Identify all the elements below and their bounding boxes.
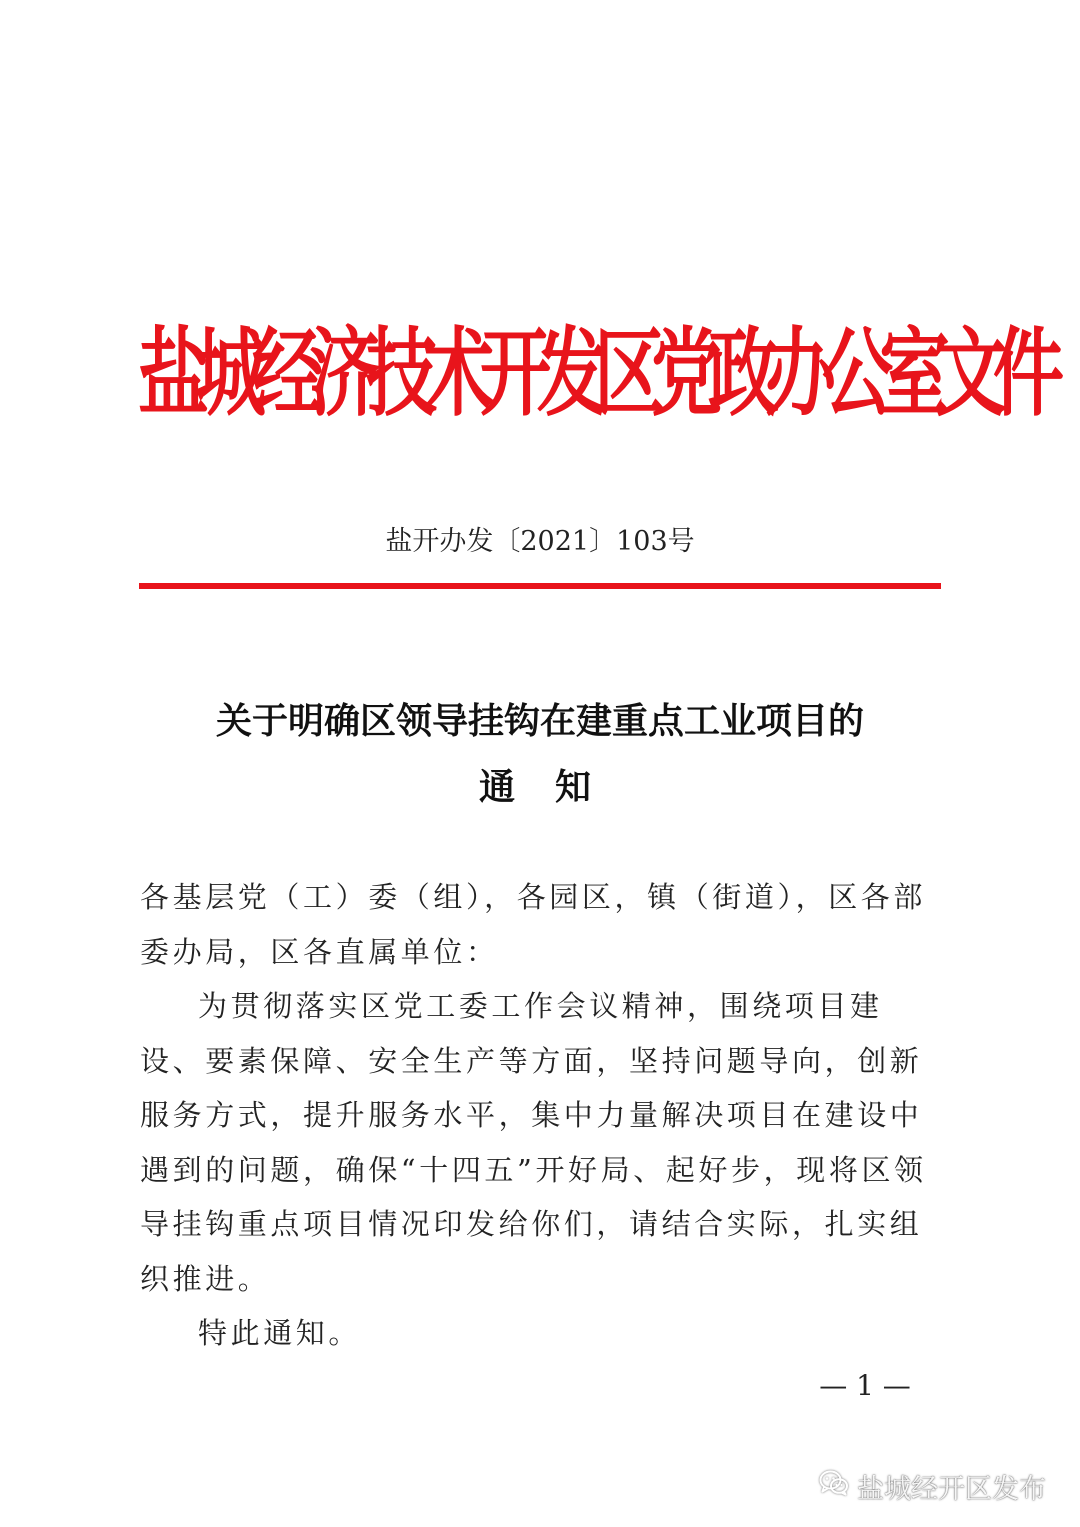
wechat-icon	[819, 1470, 849, 1503]
notice-title-line1: 关于明确区领导挂钩在建重点工业项目的	[215, 700, 864, 742]
issuing-office-title: 盐城经济技术开发区党政办公室文件	[138, 317, 1051, 430]
salutation: 各基层党（工）委（组），各园区，镇（街道），区各部委办局，区各直属单位：	[140, 880, 927, 969]
account-watermark	[819, 1466, 1046, 1506]
page-number: — 1 —	[819, 1369, 911, 1402]
closing-line: 特此通知。	[198, 1316, 362, 1350]
body-paragraph: 为贯彻落实区党工委工作会议精神，围绕项目建设、要素保障、安全生产等方面，坚持问题导向，创新服务方式，提升服务水平，集中力量解决项目在建设中遇到的问题，确保“十四五”开好局、起好步，现将区领导挂钩重点项目情况印发给你们，请结合实际，扎实组织推进。	[140, 989, 927, 1296]
notice-body	[140, 870, 942, 1361]
red-divider	[139, 583, 941, 589]
document-number: 盐开办发〔2021〕103号	[385, 526, 695, 557]
notice-title-line2: 通知	[478, 766, 631, 808]
watermark-text: 盐城经开区发布	[857, 1473, 1046, 1505]
